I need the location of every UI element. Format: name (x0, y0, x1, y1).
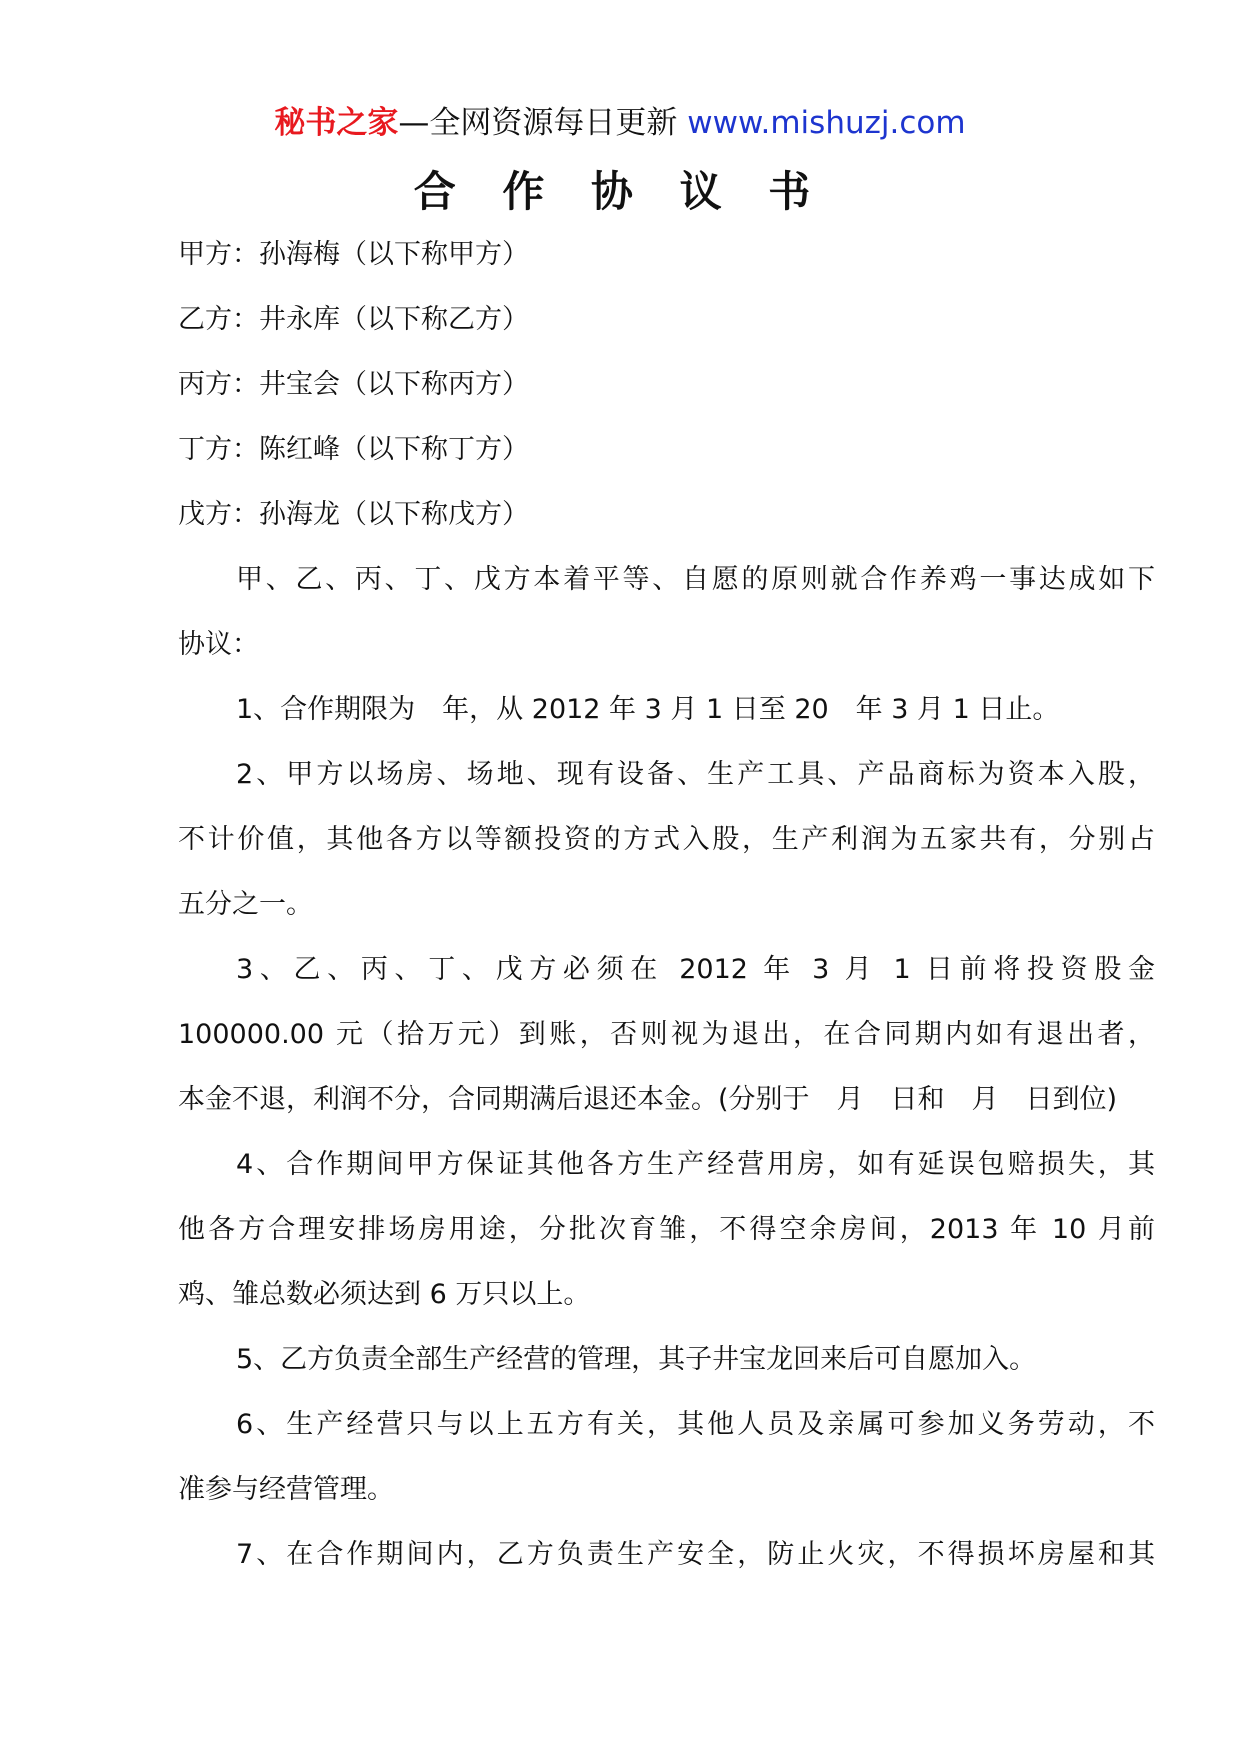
brand-tagline: —全网资源每日更新 (398, 105, 678, 141)
clause-6 (178, 1392, 1155, 1522)
text-line: 不计价值，其他各方以等额投资的方式入股，生产利润为五家共有，分别占 (178, 824, 1155, 855)
clause-1 (178, 677, 1155, 742)
document-title: 合 作 协 议 书 (413, 167, 827, 216)
document-body (178, 222, 1155, 1587)
party-line-b: 乙方：井永库（以下称乙方） (178, 304, 529, 335)
party-line-c: 丙方：井宝会（以下称丙方） (178, 369, 529, 400)
clause-2 (178, 742, 1155, 937)
text-line: 五分之一。 (178, 889, 313, 920)
text-line: 100000.00 元（拾万元）到账，否则视为退出，在合同期内如有退出者， (178, 1019, 1155, 1050)
party-line-d: 丁方：陈红峰（以下称丁方） (178, 434, 529, 465)
clause-4 (178, 1132, 1155, 1327)
clause-3 (178, 937, 1155, 1132)
text-line: 鸡、雏总数必须达到 6 万只以上。 (178, 1279, 591, 1310)
text-line: 本金不退，利润不分，合同期满后退还本金。(分别于 月 日和 月 日到位) (178, 1084, 1118, 1115)
clause-7 (178, 1522, 1155, 1587)
text-line: 2、甲方以场房、场地、现有设备、生产工具、产品商标为资本入股， (236, 759, 1155, 790)
site-banner (0, 100, 1240, 146)
text-line: 4、合作期间甲方保证其他各方生产经营用房，如有延误包赔损失，其 (236, 1149, 1155, 1180)
text-line: 协议： (178, 629, 259, 660)
clause-5 (178, 1327, 1155, 1392)
text-line: 5、乙方负责全部生产经营的管理，其子井宝龙回来后可自愿加入。 (236, 1344, 1037, 1375)
text-line: 1、合作期限为 年，从 2012 年 3 月 1 日至 20 年 3 月 1 日止。 (236, 694, 1060, 725)
intro-paragraph (178, 547, 1155, 677)
text-line: 3、乙、丙、丁、戊方必须在 2012 年 3 月 1 日前将投资股金 (236, 954, 1155, 985)
party-line-e: 戊方：孙海龙（以下称戊方） (178, 499, 529, 530)
text-line: 准参与经营管理。 (178, 1474, 394, 1505)
text-line: 7、在合作期间内，乙方负责生产安全，防止火灾，不得损坏房屋和其 (236, 1539, 1155, 1570)
text-line: 他各方合理安排场房用途，分批次育雏，不得空余房间，2013 年 10 月前 (178, 1214, 1155, 1245)
site-url: www.mishuzj.com (687, 105, 966, 141)
text-line: 6、生产经营只与以上五方有关，其他人员及亲属可参加义务劳动，不 (236, 1409, 1155, 1440)
party-line-a: 甲方：孙海梅（以下称甲方） (178, 239, 529, 270)
brand-name: 秘书之家 (274, 105, 399, 141)
text-line: 甲、乙、丙、丁、戊方本着平等、自愿的原则就合作养鸡一事达成如下 (236, 564, 1155, 595)
